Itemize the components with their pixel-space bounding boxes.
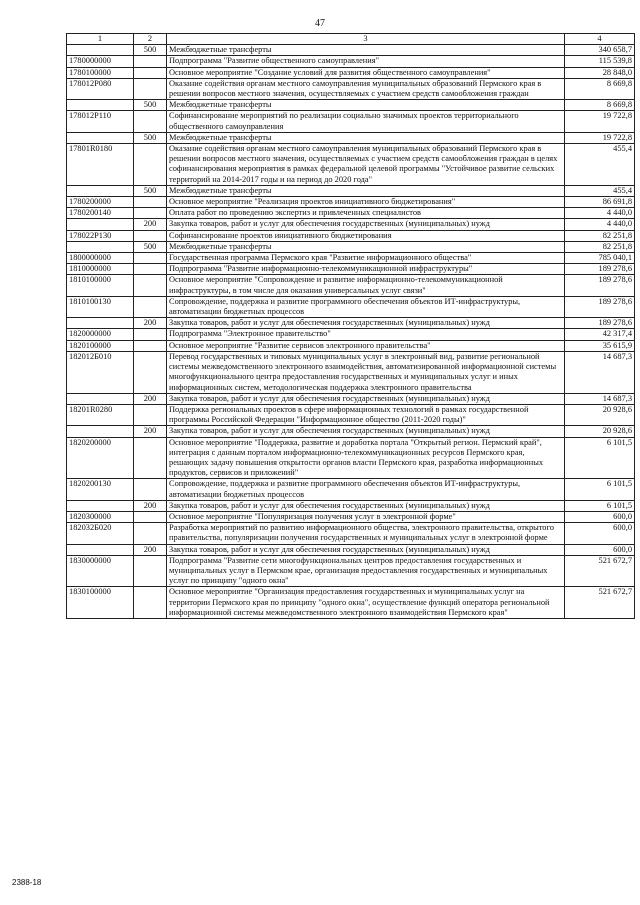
name-cell: Оказание содействия органам местного самоуправления муниципальных образований Пермского края в решении вопросов местного значения, осуществляемых с участием средств самообложения граждан в целях софинансирования мероприятия в рамках федеральной целевой программы "Устойчивое развитие сельских территорий на 2014-2017 годы и на период до 2020 года" — [167, 144, 565, 186]
name-cell: Основное мероприятие "Создание условий для развития общественного самоуправления" — [167, 67, 565, 78]
table-row — [67, 67, 635, 78]
code-cell: 182032Б020 — [67, 523, 134, 544]
expense-type-cell — [134, 275, 167, 296]
amount-cell: 19 722,8 — [565, 111, 635, 132]
amount-cell: 600,0 — [565, 544, 635, 555]
code-cell: 18201R0280 — [67, 404, 134, 425]
name-cell: Закупка товаров, работ и услуг для обеспечения государственных (муниципальных) нужд — [167, 544, 565, 555]
amount-cell: 35 615,9 — [565, 340, 635, 351]
code-cell — [67, 426, 134, 437]
name-cell: Основное мероприятие "Популяризация получения услуг в электронной форме" — [167, 511, 565, 522]
amount-cell: 785 040,1 — [565, 253, 635, 264]
amount-cell: 6 101,5 — [565, 437, 635, 479]
table-row — [67, 275, 635, 296]
amount-cell: 4 440,0 — [565, 219, 635, 230]
table-row — [67, 479, 635, 500]
table-row — [67, 329, 635, 340]
name-cell: Закупка товаров, работ и услуг для обеспечения государственных (муниципальных) нужд — [167, 219, 565, 230]
table-row — [67, 587, 635, 619]
code-cell: 1830100000 — [67, 587, 134, 619]
amount-cell: 4 440,0 — [565, 208, 635, 219]
name-cell: Закупка товаров, работ и услуг для обеспечения государственных (муниципальных) нужд — [167, 393, 565, 404]
table-row — [67, 500, 635, 511]
name-cell: Перевод государственных и типовых муниципальных услуг в электронный вид, развитие региональной системы межведомственного электронного взаимодействия, автоматизированной информационной системы многофункционального центра предоставления государственных и муниципальных услуг и иных информационных систем, методологическая поддержка электронного правительства — [167, 351, 565, 393]
expense-type-cell — [134, 67, 167, 78]
expense-type-cell: 200 — [134, 318, 167, 329]
column-header-expense-type: 2 — [134, 34, 167, 45]
table-row — [67, 219, 635, 230]
table-row — [67, 111, 635, 132]
amount-cell: 455,4 — [565, 144, 635, 186]
name-cell: Сопровождение, поддержка и развитие программного обеспечения объектов ИТ-инфраструктуры, автоматизации бюджетных процессов — [167, 479, 565, 500]
table-row — [67, 511, 635, 522]
column-header-code: 1 — [67, 34, 134, 45]
expense-type-cell — [134, 253, 167, 264]
table-row — [67, 426, 635, 437]
name-cell: Разработка мероприятий по развитию информационного общества, электронного правительства, открытого правительства, популяризации получения государственных и муниципальных услуг в электронной форме — [167, 523, 565, 544]
expense-type-cell — [134, 296, 167, 317]
table-row — [67, 437, 635, 479]
amount-cell: 189 278,6 — [565, 296, 635, 317]
table-row — [67, 555, 635, 587]
amount-cell: 20 928,6 — [565, 404, 635, 425]
amount-cell: 42 317,4 — [565, 329, 635, 340]
table-row — [67, 318, 635, 329]
table-row — [67, 296, 635, 317]
table-row — [67, 78, 635, 99]
table-row — [67, 253, 635, 264]
name-cell: Закупка товаров, работ и услуг для обеспечения государственных (муниципальных) нужд — [167, 426, 565, 437]
code-cell: 1810100000 — [67, 275, 134, 296]
expense-type-cell — [134, 555, 167, 587]
expense-type-cell — [134, 479, 167, 500]
name-cell: Софинансирование проектов инициативного бюджетирования — [167, 230, 565, 241]
expense-type-cell — [134, 329, 167, 340]
table-row — [67, 100, 635, 111]
amount-cell: 189 278,6 — [565, 275, 635, 296]
expense-type-cell — [134, 587, 167, 619]
amount-cell: 600,0 — [565, 523, 635, 544]
name-cell: Основное мероприятие "Организация предоставления государственных и муниципальных услуг на территории Пермского края по принципу "одного окна", осуществление функций оператора региональной информационной системы межведомственного электронного взаимодействия Пермского края" — [167, 587, 565, 619]
amount-cell: 14 687,3 — [565, 393, 635, 404]
amount-cell: 189 278,6 — [565, 318, 635, 329]
code-cell: 1810100130 — [67, 296, 134, 317]
expense-type-cell: 200 — [134, 393, 167, 404]
code-cell: 1800000000 — [67, 253, 134, 264]
name-cell: Сопровождение, поддержка и развитие программного обеспечения объектов ИТ-инфраструктуры, автоматизации бюджетных процессов — [167, 296, 565, 317]
amount-cell: 521 672,7 — [565, 555, 635, 587]
table-header-row — [67, 34, 635, 45]
expense-type-cell: 200 — [134, 544, 167, 555]
name-cell: Закупка товаров, работ и услуг для обеспечения государственных (муниципальных) нужд — [167, 500, 565, 511]
code-cell — [67, 219, 134, 230]
expense-type-cell — [134, 340, 167, 351]
name-cell: Основное мероприятие "Поддержка, развитие и доработка портала "Открытый регион. Пермский край", интеграция с данным порталом информационно-телекоммуникационных ресурсов Пермского края, решающих задачу повышения открытости органов власти Пермского края, разработка информационных продуктов, сервисов и приложений" — [167, 437, 565, 479]
table-row — [67, 45, 635, 56]
expense-type-cell — [134, 230, 167, 241]
expense-type-cell: 500 — [134, 241, 167, 252]
code-cell: 1820200000 — [67, 437, 134, 479]
name-cell: Оказание содействия органам местного самоуправления муниципальных образований Пермского края в решении вопросов местного значения, осуществляемых с участием средств самообложения граждан — [167, 78, 565, 99]
name-cell: Подпрограмма "Развитие сети многофункциональных центров предоставления государственных и муниципальных услуг в Пермском крае, организация предоставления государственных и муниципальных услуг по принципу "одного окна" — [167, 555, 565, 587]
table-row — [67, 56, 635, 67]
budget-table — [66, 33, 635, 619]
amount-cell: 6 101,5 — [565, 479, 635, 500]
name-cell: Межбюджетные трансферты — [167, 45, 565, 56]
code-cell — [67, 318, 134, 329]
expense-type-cell: 500 — [134, 132, 167, 143]
column-header-amount: 4 — [565, 34, 635, 45]
code-cell: 182012Б010 — [67, 351, 134, 393]
code-cell: 1820100000 — [67, 340, 134, 351]
expense-type-cell: 500 — [134, 185, 167, 196]
expense-type-cell — [134, 144, 167, 186]
code-cell: 1820200130 — [67, 479, 134, 500]
name-cell: Подпрограмма "Электронное правительство" — [167, 329, 565, 340]
amount-cell: 8 669,8 — [565, 78, 635, 99]
expense-type-cell — [134, 197, 167, 208]
code-cell — [67, 500, 134, 511]
code-cell — [67, 132, 134, 143]
amount-cell: 82 251,8 — [565, 241, 635, 252]
code-cell — [67, 185, 134, 196]
expense-type-cell — [134, 78, 167, 99]
code-cell: 1820300000 — [67, 511, 134, 522]
amount-cell: 600,0 — [565, 511, 635, 522]
table-row — [67, 185, 635, 196]
code-cell: 1820000000 — [67, 329, 134, 340]
code-cell — [67, 100, 134, 111]
document-id: 2388-18 — [12, 878, 42, 887]
amount-cell: 8 669,8 — [565, 100, 635, 111]
page-number: 47 — [315, 18, 325, 29]
table-row — [67, 208, 635, 219]
expense-type-cell: 200 — [134, 500, 167, 511]
table-row — [67, 144, 635, 186]
column-header-name: 3 — [167, 34, 565, 45]
code-cell: 17801R0180 — [67, 144, 134, 186]
name-cell: Межбюджетные трансферты — [167, 241, 565, 252]
name-cell: Закупка товаров, работ и услуг для обеспечения государственных (муниципальных) нужд — [167, 318, 565, 329]
table-row — [67, 523, 635, 544]
code-cell: 1780100000 — [67, 67, 134, 78]
table-row — [67, 351, 635, 393]
amount-cell: 86 691,8 — [565, 197, 635, 208]
name-cell: Государственная программа Пермского края "Развитие информационного общества" — [167, 253, 565, 264]
expense-type-cell: 200 — [134, 426, 167, 437]
amount-cell: 340 658,7 — [565, 45, 635, 56]
expense-type-cell: 200 — [134, 219, 167, 230]
table-row — [67, 264, 635, 275]
expense-type-cell — [134, 523, 167, 544]
name-cell: Подпрограмма "Развитие информационно-телекоммуникационной инфраструктуры" — [167, 264, 565, 275]
expense-type-cell: 500 — [134, 100, 167, 111]
name-cell: Подпрограмма "Развитие общественного самоуправления" — [167, 56, 565, 67]
code-cell: 178012Р110 — [67, 111, 134, 132]
table-row — [67, 404, 635, 425]
name-cell: Софинансирование мероприятий по реализации социально значимых проектов территориального общественного самоуправления — [167, 111, 565, 132]
table-row — [67, 241, 635, 252]
table-row — [67, 393, 635, 404]
code-cell: 178012Р080 — [67, 78, 134, 99]
amount-cell: 20 928,6 — [565, 426, 635, 437]
name-cell: Межбюджетные трансферты — [167, 100, 565, 111]
amount-cell: 115 539,8 — [565, 56, 635, 67]
amount-cell: 455,4 — [565, 185, 635, 196]
name-cell: Межбюджетные трансферты — [167, 132, 565, 143]
amount-cell: 521 672,7 — [565, 587, 635, 619]
name-cell: Поддержка региональных проектов в сфере информационных технологий в рамках государственной программы Российской Федерации "Информационное общество (2011-2020 годы)" — [167, 404, 565, 425]
table-row — [67, 197, 635, 208]
code-cell — [67, 393, 134, 404]
table-row — [67, 230, 635, 241]
name-cell: Основное мероприятие "Развитие сервисов электронного правительства" — [167, 340, 565, 351]
code-cell: 1780200000 — [67, 197, 134, 208]
budget-table-body — [67, 34, 635, 619]
amount-cell: 6 101,5 — [565, 500, 635, 511]
code-cell: 1780000000 — [67, 56, 134, 67]
code-cell: 1830000000 — [67, 555, 134, 587]
table-row — [67, 132, 635, 143]
name-cell: Межбюджетные трансферты — [167, 185, 565, 196]
code-cell: 1810000000 — [67, 264, 134, 275]
code-cell: 1780200140 — [67, 208, 134, 219]
expense-type-cell — [134, 208, 167, 219]
table-row — [67, 544, 635, 555]
code-cell — [67, 544, 134, 555]
name-cell: Основное мероприятие "Сопровождение и развитие информационно-телекоммуникационной инфраструктуры, в том числе для оказания универсальных услуг связи" — [167, 275, 565, 296]
code-cell — [67, 45, 134, 56]
name-cell: Основное мероприятие "Реализация проектов инициативного бюджетирования" — [167, 197, 565, 208]
expense-type-cell — [134, 351, 167, 393]
expense-type-cell — [134, 511, 167, 522]
amount-cell: 82 251,8 — [565, 230, 635, 241]
code-cell: 178022Р130 — [67, 230, 134, 241]
expense-type-cell — [134, 437, 167, 479]
code-cell — [67, 241, 134, 252]
amount-cell: 28 848,0 — [565, 67, 635, 78]
amount-cell: 189 278,6 — [565, 264, 635, 275]
expense-type-cell — [134, 264, 167, 275]
expense-type-cell: 500 — [134, 45, 167, 56]
name-cell: Оплата работ по проведению экспертиз и привлеченных специалистов — [167, 208, 565, 219]
expense-type-cell — [134, 56, 167, 67]
table-row — [67, 340, 635, 351]
expense-type-cell — [134, 111, 167, 132]
amount-cell: 14 687,3 — [565, 351, 635, 393]
expense-type-cell — [134, 404, 167, 425]
amount-cell: 19 722,8 — [565, 132, 635, 143]
